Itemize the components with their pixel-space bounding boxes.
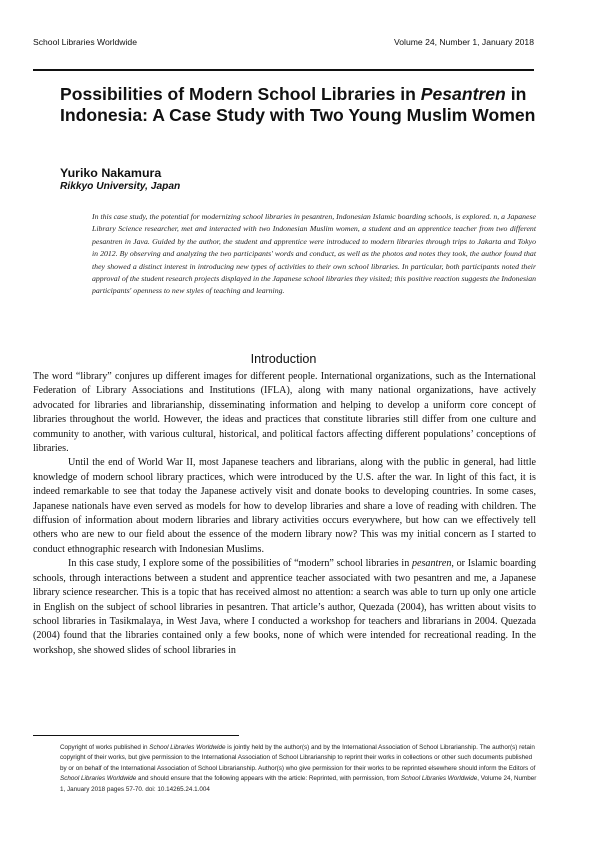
author-name: Yuriko Nakamura — [60, 166, 162, 180]
footnote-journal-1: School Libraries Worldwide — [149, 744, 226, 751]
section-heading: Introduction — [250, 352, 317, 366]
body-text — [33, 370, 536, 658]
paragraph-1: The word “library” conjures up different images for different people. International organizations, such as the International Federation of Library Associations and Institutions (IFLA), along with many national organizations, have actively advocated for libraries and librarianship, disseminating information and helping to develop a uniform core concept of libraries throughout the world. However, the ideas and practices that constitute libraries still differ from one culture and community to another, with various cultural, historical, and political factors affecting different populations’ conceptions of libraries. — [33, 371, 536, 455]
footnote-text-2: is jointly held by the author(s) and by the International Association of School Librarianship. The author(s) retain copyright of their works, but give permission to the International Association of School Librarianship to reprint their works in collections or other such documents published by or on behalf of the International Association of School Librarianship. Author(s) who give permission for their works to be reprinted elsewhere should inform the Editors of — [60, 744, 536, 772]
copyright-footnote — [60, 743, 538, 795]
author-affiliation: Rikkyo University, Japan — [60, 181, 181, 192]
article-title — [60, 84, 540, 126]
paragraph-3-part-b: , or Islamic boarding schools, through interactions between a student and apprentice teacher associated with two pesantren and me, a Japanese library science researcher. This is a topic that has received almost no attention: a search was able to turn up only one article in English on the subject of school libraries in pesantren. That article’s author, Quezada (2004), has written about visits to school libraries in Tasikmalaya, in West Java, where I conducted a workshop for teachers and librarians in 2004. Quezada (2004) found that the libraries contained only a few books, none of which were intended for recreational reading. In the workshop, she showed slides of school libraries in — [33, 558, 537, 656]
title-part-1: Possibilities of Modern School Libraries in — [60, 84, 421, 104]
title-part-2: in Indonesia: A Case Study with Two Young Muslim Women — [60, 84, 536, 125]
footnote-journal-2: School Libraries Worldwide — [60, 775, 137, 783]
paragraph-3-part-a: In this case study, I explore some of the possibilities of “modern” school libraries in — [68, 558, 412, 570]
footnote-rule — [33, 735, 239, 736]
issue-info: Volume 24, Number 1, January 2018 — [394, 37, 534, 47]
footnote-journal-3: School Libraries Worldwide — [400, 775, 478, 783]
paragraph-3-italic-term: pesantren — [411, 558, 452, 570]
header-rule — [33, 69, 534, 71]
footnote-text-1: Copyright of works published in — [60, 744, 150, 751]
running-header — [33, 37, 534, 47]
title-italic-term: Pesantren — [420, 84, 506, 104]
paragraph-3 — [33, 557, 536, 658]
footnote-text-4: , Volume 24, Number 1, January 2018 pages 57-70. doi: 10.14265.24.1.004 — [60, 775, 537, 793]
paragraph-2: Until the end of World War II, most Japanese teachers and librarians, along with the public in general, had little knowledge of modern school library practices, which were introduced by the U.S. after the war. In light of this fact, it is indeed remarkable to see that today the Japanese actively visit and donate books to developing countries. In some cases, Japanese nationals have even served as models for how to develop libraries and share a love of reading with children. The diffusion of information about modern libraries and library activities occurs everywhere, but how can we effectively tell others who are new to our field about the essence of the modern library now? This was my initial concern as I started to conduct ethnographic research with Indonesian Muslims. — [33, 457, 536, 555]
abstract: In this case study, the potential for modernizing school libraries in pesantren, Indonesian Islamic boarding schools, is explored. n, a Japanese Library Science researcher, met and interacted with two Indonesian Muslim women, a student and an apprentice teacher from two different pesantren in Java. Guided by the author, the student and apprentice were introduced to modern libraries through trips to Jakarta and Tokyo in 2012. By observing and analyzing the two participants' words and conduct, as well as the photos and notes they took, the author found that they showed a distinct interest in introducing new types of activities to their own school libraries. In particular, both participants noted their approval of the student research projects displayed in the Japanese school libraries they visited; this positive reaction suggests the Indonesian participants' openness to new styles of teaching and learning. — [92, 212, 536, 296]
journal-name: School Libraries Worldwide — [33, 37, 137, 47]
footnote-text-3: and should ensure that the following appears with the article: Reprinted, with permission, from — [136, 775, 401, 783]
